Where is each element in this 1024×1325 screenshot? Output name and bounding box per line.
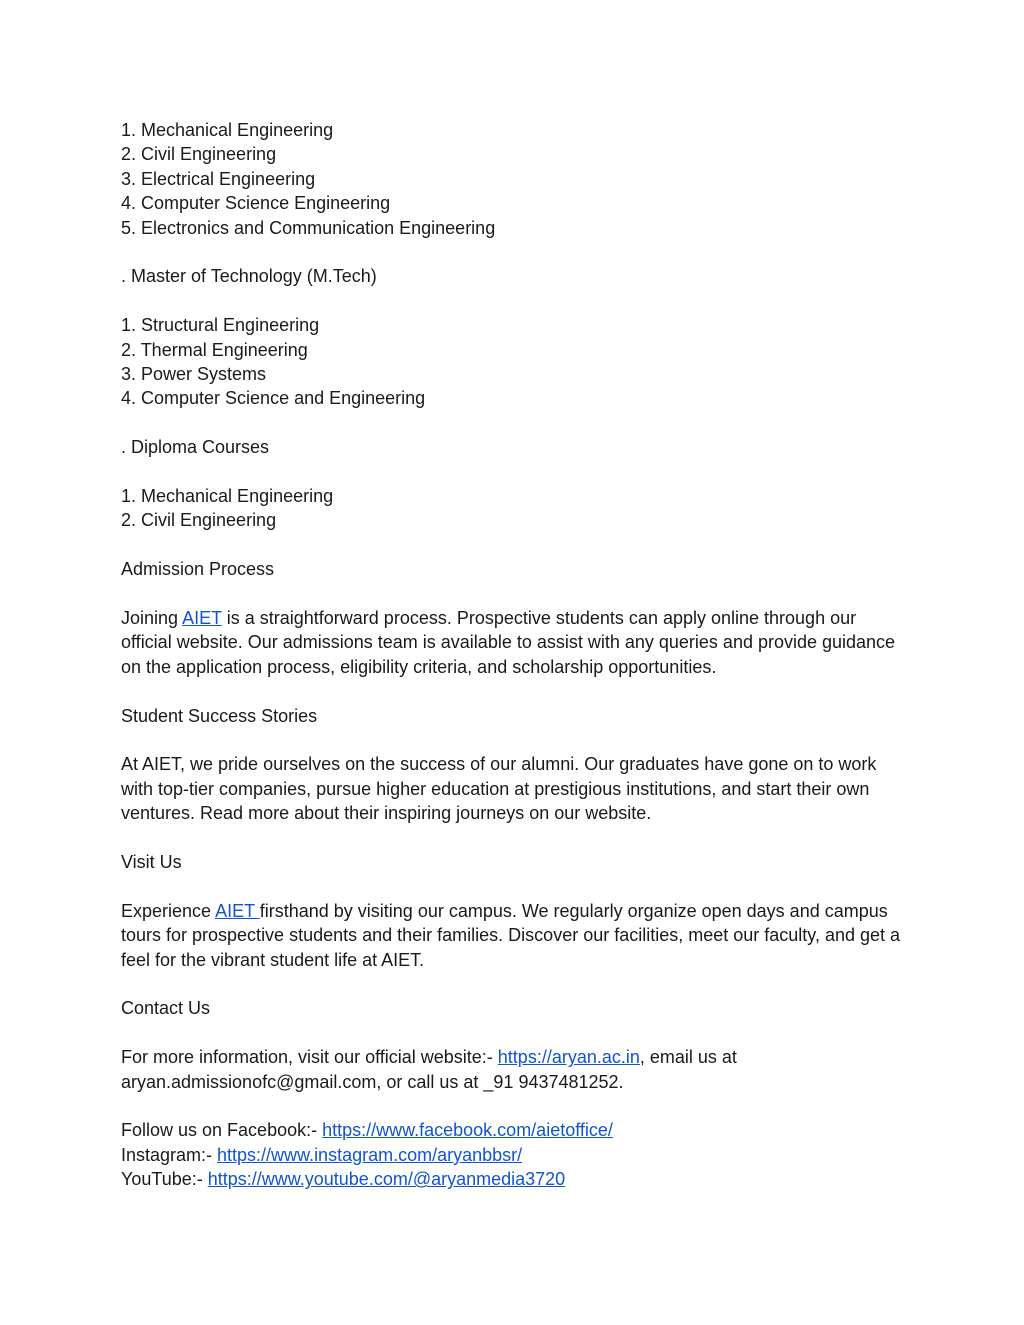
mtech-heading: . Master of Technology (M.Tech) [121, 266, 377, 287]
facebook-link[interactable]: https://www.facebook.com/aietoffice/ [322, 1120, 613, 1141]
youtube-line [121, 1167, 911, 1191]
spacer [121, 1094, 911, 1118]
spacer [121, 289, 911, 313]
document-page [121, 118, 911, 1192]
success-paragraph: At AIET, we pride ourselves on the success of our alumni. Our graduates have gone on to work with top-tier companies, pursue higher education at prestigious institutions, and start their own ventures. Read more about their inspiring journeys on our website. [121, 754, 882, 824]
facebook-label: Follow us on Facebook:- [121, 1120, 323, 1141]
list-item: 2. Civil Engineering [121, 510, 277, 531]
instagram-line [121, 1143, 911, 1167]
youtube-link[interactable]: https://www.youtube.com/@aryanmedia3720 [207, 1169, 566, 1190]
contact-heading: Contact Us [121, 998, 211, 1019]
admission-heading: Admission Process [121, 559, 275, 580]
list-item: 1. Mechanical Engineering [121, 486, 334, 507]
list-item: 4. Computer Science and Engineering [121, 388, 426, 409]
aiet-link[interactable]: AIET [182, 608, 222, 629]
list-item: 2. Civil Engineering [121, 144, 277, 165]
spacer [121, 679, 911, 703]
admission-text-after: is a straightforward process. Prospective students can apply online through our official website. Our admissions team is available to assist with any queries and provide guidance on the application process, eligibility criteria, and scholarship opportunities. [121, 608, 901, 677]
aiet-link[interactable]: AIET [215, 900, 260, 921]
instagram-label: Instagram:- [121, 1144, 218, 1165]
contact-text-before: For more information, visit our official website:- [121, 1047, 498, 1068]
btech-list [121, 118, 911, 240]
mtech-list [121, 313, 911, 411]
list-item: 1. Mechanical Engineering [121, 120, 334, 140]
spacer [121, 1021, 911, 1045]
admission-paragraph [121, 606, 911, 679]
visit-text-before: Experience [121, 900, 216, 921]
contact-paragraph [121, 1045, 911, 1094]
visit-heading: Visit Us [121, 852, 182, 873]
spacer [121, 728, 911, 752]
visit-text-after: firsthand by visiting our campus. We regularly organize open days and campus tours for prospective students and their families. Discover our facilities, meet our faculty, and get a feel for the vibrant student life at AIET. [121, 900, 906, 970]
spacer [121, 411, 911, 435]
list-item: 5. Electronics and Communication Engineering [121, 217, 496, 238]
list-item: 1. Structural Engineering [121, 315, 320, 336]
contact-text-after: , email us at aryan.admissionofc@gmail.com, or call us at _91 9437481252. [121, 1047, 742, 1092]
spacer [121, 460, 911, 484]
list-item: 2. Thermal Engineering [121, 339, 308, 360]
list-item: 3. Electrical Engineering [121, 168, 316, 189]
admission-text-before: Joining [121, 608, 183, 629]
facebook-line [121, 1118, 911, 1142]
spacer [121, 874, 911, 898]
spacer [121, 582, 911, 606]
spacer [121, 240, 911, 264]
youtube-label: YouTube:- [121, 1169, 208, 1190]
instagram-link[interactable]: https://www.instagram.com/aryanbbsr/ [217, 1144, 523, 1165]
spacer [121, 972, 911, 996]
visit-paragraph [121, 899, 911, 972]
spacer [121, 533, 911, 557]
success-heading: Student Success Stories [121, 705, 318, 726]
list-item: 4. Computer Science Engineering [121, 193, 391, 214]
list-item: 3. Power Systems [121, 364, 267, 385]
diploma-heading: . Diploma Courses [121, 437, 270, 458]
diploma-list [121, 484, 911, 533]
website-link[interactable]: https://aryan.ac.in [497, 1047, 640, 1068]
spacer [121, 826, 911, 850]
